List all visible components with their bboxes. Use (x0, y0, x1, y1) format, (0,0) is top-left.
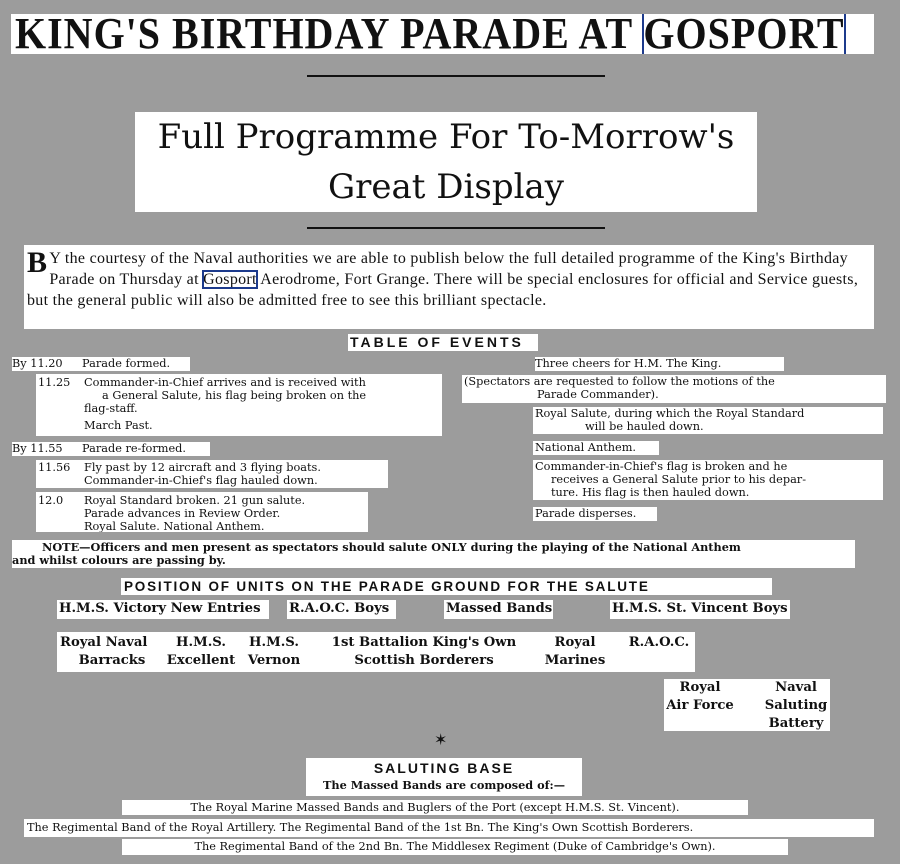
event-time: 12.0 (38, 494, 64, 507)
event-row (12, 442, 210, 456)
divider-rule-2 (307, 227, 605, 229)
unit-line: Scottish Borderers (354, 653, 494, 668)
note (12, 540, 855, 568)
saluting-title: SALUTING BASE (373, 760, 515, 776)
unit-line: R.A.O.C. (628, 635, 690, 650)
subheadline-line1: Full Programme For To-Morrow's (157, 117, 735, 157)
unit-vernon (239, 634, 309, 670)
headline (15, 14, 845, 54)
event-time: By 11.20 (12, 357, 63, 370)
saluting-subtitle: The Massed Bands are composed of:— (322, 778, 565, 792)
event-text: Three cheers for H.M. The King. (535, 357, 722, 370)
event-text: Parade formed. (82, 357, 171, 370)
unit-line: H.M.S. (249, 635, 299, 650)
event-text: Parade re-formed. (82, 442, 186, 455)
unit-raoc-boys: R.A.O.C. Boys (287, 600, 396, 619)
unit-royal-marines (539, 634, 611, 670)
event-row (36, 460, 388, 488)
unit-royal-naval-barracks (57, 634, 167, 670)
band-line-3: The Regimental Band of the 2nd Bn. The Middlesex Regiment (Duke of Cambridge's Own). (122, 839, 788, 855)
event-row (533, 507, 657, 521)
event-text: Parade Commander). (537, 388, 659, 401)
event-text: a General Salute, his flag being broken on the (102, 389, 367, 402)
event-time: By 11.55 (12, 442, 63, 455)
event-text: receives a General Salute prior to his depar- (551, 473, 807, 486)
event-text: Fly past by 12 aircraft and 3 flying boats. (84, 461, 321, 474)
unit-raf (664, 679, 736, 715)
subheadline-line2: Great Display (328, 167, 564, 207)
event-text: (Spectators are requested to follow the motions of the (464, 375, 775, 388)
divider-rule (307, 75, 605, 77)
unit-line: Saluting (764, 698, 828, 713)
event-time: 11.56 (38, 461, 71, 474)
position-title: POSITION OF UNITS ON THE PARADE GROUND FOR THE SALUTE (121, 578, 772, 595)
event-row (533, 460, 883, 500)
event-text: ture. His flag is then hauled down. (551, 486, 750, 499)
unit-line: Barracks (78, 653, 146, 668)
unit-saluting-battery (762, 679, 830, 731)
unit-line: 1st Battalion King's Own (331, 635, 517, 650)
drop-cap: B (27, 246, 48, 279)
event-row (12, 357, 190, 371)
event-text: Commander-in-Chief arrives and is received with (84, 376, 366, 389)
unit-line: Royal (554, 635, 596, 650)
intro-highlight: Gosport (203, 271, 257, 288)
units-row3 (664, 679, 830, 731)
headline-highlight: GOSPORT (643, 14, 844, 54)
event-text: Commander-in-Chief's flag hauled down. (84, 474, 318, 487)
event-row (462, 375, 886, 403)
event-text: flag-staff. (84, 402, 138, 415)
unit-excellent (161, 634, 241, 670)
unit-line: Vernon (247, 653, 301, 668)
intro-text-end: Aerodrome, Fort Grange. There will be special enclosures for official and Service guests, but the general public will also be admitted free to see this brilliant spectacle. (27, 271, 859, 309)
intro-text: Y the courtesy of the Naval authorities we are able to publish below the full detailed programme of the King's Birthday Parade on Thursday at (49, 250, 848, 288)
unit-line: Excellent (166, 653, 236, 668)
unit-massed-bands: Massed Bands (444, 600, 553, 619)
unit-line: Air Force (666, 698, 734, 713)
event-text: will be hauled down. (585, 420, 704, 433)
unit-line: Naval (775, 680, 817, 695)
event-text: Commander-in-Chief's flag is broken and he (535, 460, 788, 473)
headline-text: KING'S BIRTHDAY PARADE AT (15, 14, 644, 54)
event-text: National Anthem. (535, 441, 637, 454)
note-line2: and whilst colours are passing by. (12, 553, 226, 567)
note-line1: NOTE—Officers and men present as spectators should salute ONLY during the playing of the National Anthem (42, 540, 741, 554)
unit-victory: H.M.S. Victory New Entries (57, 600, 269, 619)
band-line-1: The Royal Marine Massed Bands and Buglers of the Port (except H.M.S. St. Vincent). (122, 800, 748, 815)
saluting-point-icon: ✶ (434, 730, 448, 749)
unit-line: Royal (679, 680, 721, 695)
subheadline-box (135, 112, 757, 212)
unit-kosb (319, 634, 529, 670)
events-title: TABLE OF EVENTS (348, 334, 538, 351)
event-time: 11.25 (38, 376, 71, 389)
event-text: Royal Standard broken. 21 gun salute. (84, 494, 306, 507)
headline-box (11, 14, 874, 54)
event-row (36, 374, 442, 436)
unit-st-vincent: H.M.S. St. Vincent Boys (610, 600, 790, 619)
unit-line: Battery (768, 716, 824, 731)
event-row (533, 407, 883, 434)
event-text: Royal Salute. National Anthem. (84, 520, 265, 532)
event-text: Royal Salute, during which the Royal Standard (535, 407, 805, 420)
band-line-2: The Regimental Band of the Royal Artillery. The Regimental Band of the 1st Bn. The King's Own Scottish Borderers. (24, 819, 874, 837)
event-row (535, 357, 784, 371)
event-row (36, 492, 368, 532)
event-text: Parade disperses. (535, 507, 637, 520)
event-text: March Past. (84, 419, 153, 432)
event-text: Parade advances in Review Order. (84, 507, 281, 520)
unit-raoc (623, 634, 695, 652)
saluting-base-box (306, 758, 582, 796)
unit-line: Royal Naval (60, 635, 148, 650)
unit-line: Marines (544, 653, 606, 668)
unit-line: H.M.S. (176, 635, 226, 650)
intro-paragraph (24, 245, 874, 329)
event-row (533, 441, 659, 455)
units-row2 (57, 632, 695, 672)
